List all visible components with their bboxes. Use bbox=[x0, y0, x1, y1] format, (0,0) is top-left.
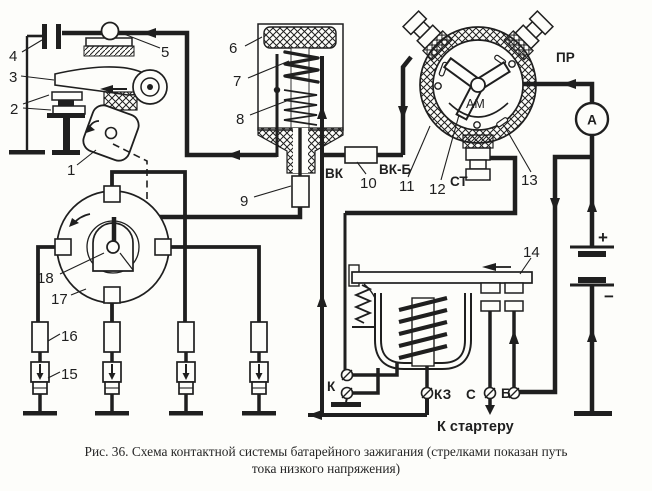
additional-resistor bbox=[345, 147, 377, 163]
cap-terminal bbox=[155, 239, 171, 255]
spark-plug-column bbox=[242, 322, 276, 416]
label-2: 2 bbox=[10, 101, 19, 118]
junction-dot bbox=[274, 87, 280, 93]
cap-terminal bbox=[55, 239, 71, 255]
label-5: 5 bbox=[161, 44, 170, 61]
terminal-b-label: Б bbox=[501, 386, 511, 401]
ammeter-letter: А bbox=[587, 112, 597, 128]
label-10: 10 bbox=[360, 175, 377, 192]
primary-winding bbox=[285, 52, 318, 82]
cap-terminal bbox=[104, 186, 120, 202]
terminal-k-label: К bbox=[327, 379, 336, 394]
label-12: 12 bbox=[429, 181, 446, 198]
relay-contacts bbox=[481, 283, 523, 311]
label-13: 13 bbox=[521, 172, 538, 189]
caption-line-1: Рис. 36. Схема контактной системы батарейного зажигания (стрелками показан путь bbox=[84, 444, 568, 459]
ground-symbol bbox=[574, 411, 612, 416]
ground-symbol bbox=[331, 402, 361, 407]
label-6: 6 bbox=[229, 40, 238, 57]
label-17: 17 bbox=[51, 291, 68, 308]
terminal-c-label: С bbox=[466, 387, 476, 402]
label-18: 18 bbox=[37, 270, 54, 287]
hv-terminal bbox=[292, 176, 309, 207]
spark-plug-column bbox=[169, 322, 203, 416]
spark-plug-column bbox=[95, 322, 129, 416]
terminal-vk-label: ВК bbox=[325, 166, 343, 181]
terminal-am-label: АМ bbox=[466, 97, 485, 111]
distributor bbox=[55, 186, 171, 303]
label-15: 15 bbox=[61, 366, 78, 383]
battery-minus-label: − bbox=[604, 287, 614, 306]
terminal-vkb-label: ВК-Б bbox=[379, 162, 412, 177]
relay-armature-bar bbox=[352, 272, 532, 283]
battery-plus-label: + bbox=[598, 228, 608, 247]
arrow-down-icon bbox=[485, 405, 495, 415]
label-11: 11 bbox=[399, 178, 415, 195]
label-3: 3 bbox=[9, 69, 18, 86]
terminal-pr-label: ПР bbox=[556, 50, 575, 65]
to-starter-note: К стартеру bbox=[437, 419, 514, 435]
label-8: 8 bbox=[236, 111, 245, 128]
label-14: 14 bbox=[523, 244, 540, 261]
breaker-stand bbox=[84, 23, 134, 57]
breaker-contacts bbox=[47, 92, 85, 155]
relay-spring bbox=[356, 285, 370, 323]
figure-caption bbox=[0, 444, 652, 478]
label-1: 1 bbox=[67, 162, 76, 179]
cap-terminal bbox=[104, 287, 120, 303]
ammeter bbox=[576, 103, 608, 135]
ground-symbol bbox=[9, 150, 45, 155]
coil-cap bbox=[264, 27, 336, 48]
label-7: 7 bbox=[233, 73, 242, 90]
label-4: 4 bbox=[9, 48, 18, 65]
spark-plug-column bbox=[23, 322, 57, 416]
caption-line-2: тока низкого напряжения) bbox=[251, 460, 401, 476]
label-16: 16 bbox=[61, 328, 78, 345]
terminal-st-label: СТ bbox=[450, 174, 468, 189]
ignition-switch bbox=[401, 9, 555, 180]
arrow-left-icon bbox=[482, 263, 496, 271]
terminal-kz-label: КЗ bbox=[434, 387, 452, 402]
label-9: 9 bbox=[240, 193, 249, 210]
